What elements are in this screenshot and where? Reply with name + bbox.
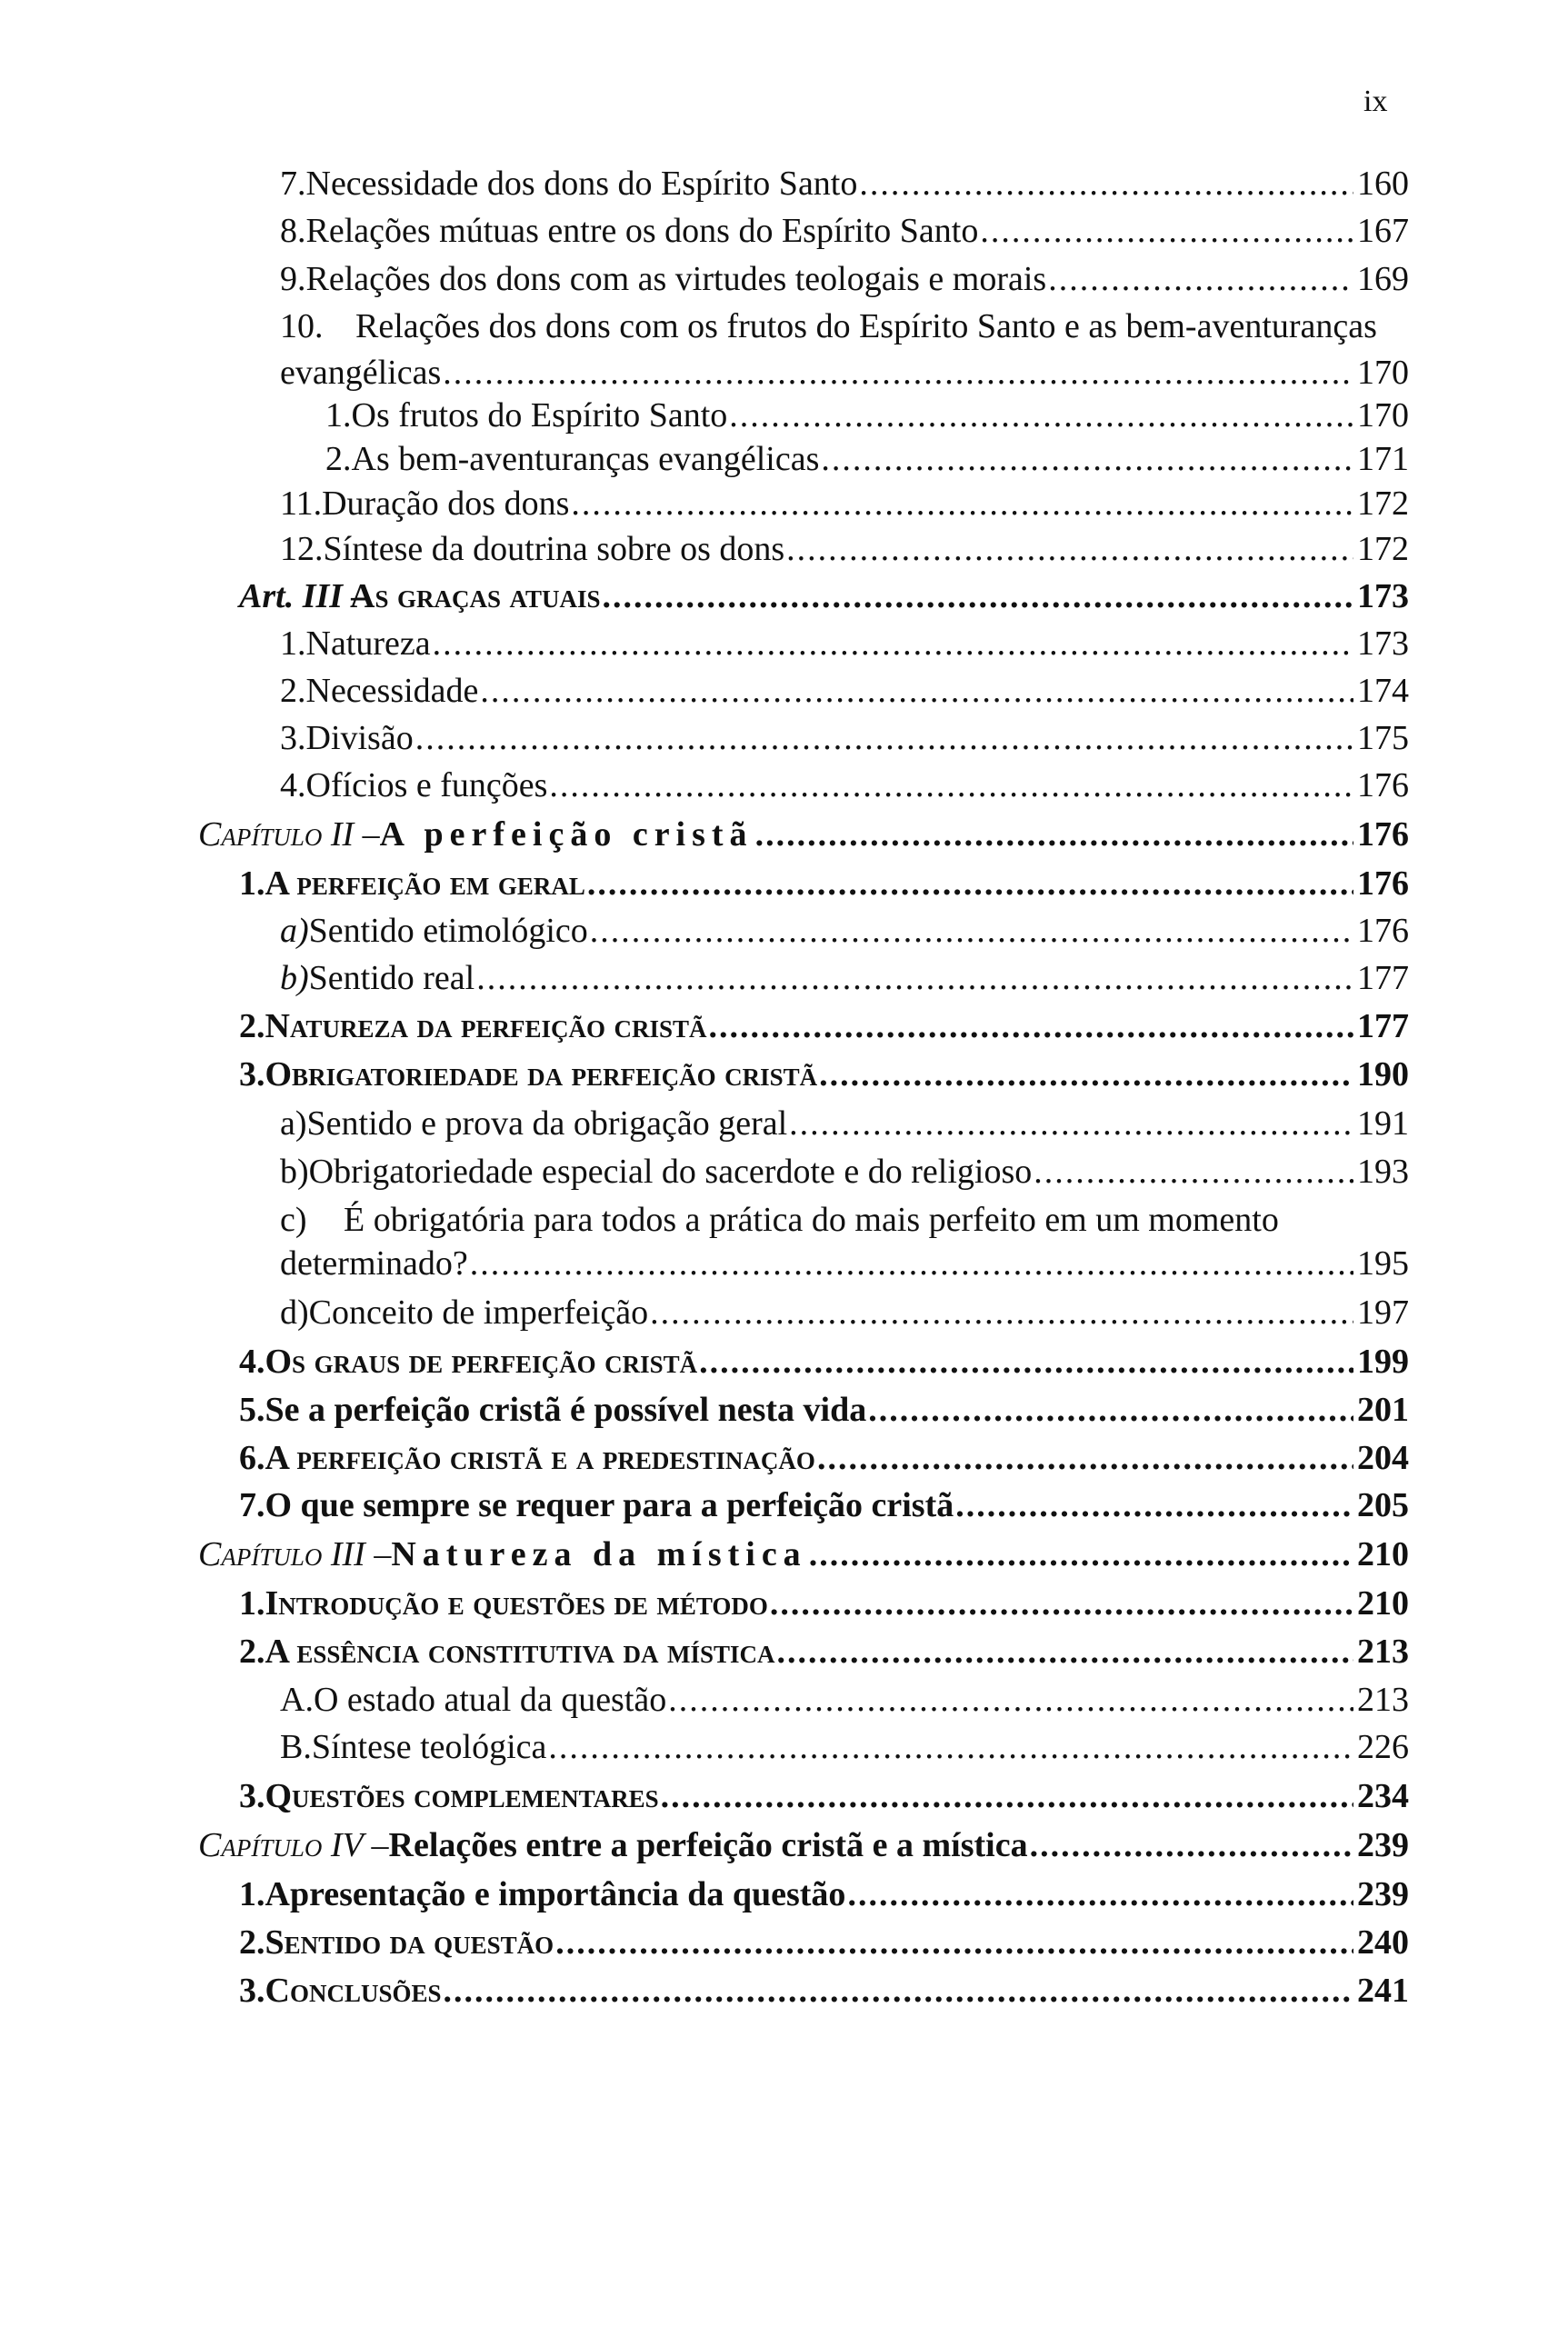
toc-entry-number: 8.	[280, 212, 306, 250]
toc-entry-label: Ofícios e funções	[305, 766, 548, 804]
toc-entry-page: 174	[1357, 672, 1409, 710]
toc-entry[interactable]	[325, 394, 1409, 437]
toc-entry-page: 234	[1357, 1777, 1409, 1815]
toc-entry-number: 2.	[239, 1633, 265, 1671]
toc-entry[interactable]	[280, 209, 1409, 253]
toc-entry-label: Sentido da questão	[265, 1923, 554, 1962]
toc-entry-page: 213	[1357, 1681, 1409, 1719]
toc-entry-label: As graças atuais	[350, 577, 601, 615]
toc-entry[interactable]	[280, 764, 1409, 807]
toc-entry-number: Capítulo III –	[198, 1535, 392, 1573]
toc-entry-label: determinado?	[280, 1244, 468, 1283]
dot-leader	[709, 1004, 1354, 1048]
dot-leader	[786, 527, 1353, 571]
toc-entry-label: Apresentação e importância da questão	[265, 1875, 846, 1913]
toc-entry[interactable]	[280, 909, 1409, 953]
dot-leader	[549, 764, 1353, 807]
toc-entry[interactable]	[280, 622, 1409, 665]
toc-entry-number: d)	[280, 1293, 309, 1332]
toc-entry-number: 6.	[239, 1439, 265, 1477]
toc-entry-label: Relações mútuas entre os dons do Espírito Santo	[305, 212, 979, 250]
toc-entry[interactable]	[239, 1582, 1409, 1625]
toc-entry-label: Duração dos dons	[322, 484, 570, 523]
dot-leader	[650, 1291, 1353, 1334]
toc-entry-page: 176	[1357, 864, 1409, 903]
toc-entry-page: 195	[1357, 1244, 1409, 1283]
toc-entry-number: b)	[280, 959, 309, 997]
dot-leader	[590, 909, 1353, 953]
toc-entry-label: Os frutos do Espírito Santo	[351, 396, 728, 434]
toc-entry-label: Relações dos dons com os frutos do Espírito Santo e as bem-aventuranças	[355, 307, 1377, 345]
toc-entry-number: 3.	[239, 1972, 265, 2010]
toc-entry-page: 191	[1357, 1104, 1409, 1143]
toc-entry[interactable]	[280, 716, 1409, 760]
dot-leader	[980, 209, 1353, 253]
dot-leader	[470, 1242, 1353, 1285]
toc-entry-label: A perfeição cristã	[379, 815, 754, 854]
toc-entry-number: 7.	[280, 165, 306, 203]
toc-entry-number: a)	[280, 912, 309, 950]
toc-entry-number: 11.	[280, 484, 323, 523]
dot-leader	[1030, 1823, 1353, 1867]
dot-leader	[480, 669, 1353, 713]
dot-leader	[668, 1678, 1353, 1722]
toc-entry-page: 171	[1357, 440, 1409, 478]
toc-entry-label: Obrigatoriedade da perfeição cristã	[265, 1055, 818, 1094]
dot-leader	[777, 1630, 1354, 1673]
dot-leader	[433, 622, 1353, 665]
dot-leader	[809, 1533, 1353, 1576]
dot-leader	[476, 956, 1353, 1000]
toc-entry[interactable]	[280, 482, 1409, 525]
toc-entry-label: A perfeição cristã e a predestinação	[265, 1439, 815, 1477]
toc-entry[interactable]	[239, 862, 1409, 905]
toc-entry-page: 210	[1357, 1584, 1409, 1623]
toc-entry-page: 241	[1357, 1972, 1409, 2010]
toc-entry[interactable]	[239, 1774, 1409, 1818]
toc-entry-first-line	[280, 1198, 1279, 1242]
toc-entry-label: Sentido real	[308, 959, 475, 997]
toc-entry-label: Conceito de imperfeição	[308, 1293, 649, 1332]
toc-entry-page: 201	[1357, 1391, 1409, 1429]
toc-entry-page: 176	[1357, 912, 1409, 950]
toc-entry-number: 1.	[325, 396, 352, 434]
toc-entry[interactable]	[280, 351, 1409, 394]
toc-entry[interactable]	[325, 437, 1409, 481]
toc-entry-page: 175	[1357, 719, 1409, 757]
toc-entry[interactable]	[239, 1436, 1409, 1480]
toc-entry-number: Art. III –	[239, 577, 369, 615]
toc-entry-number: 1.	[280, 624, 306, 663]
toc-entry-page: 169	[1357, 260, 1409, 298]
toc-entry-number: 1.	[239, 1875, 265, 1913]
toc-entry-page: 173	[1357, 577, 1409, 615]
toc-entry-page: 170	[1357, 354, 1409, 392]
toc-entry-label: A essência constitutiva da mística	[265, 1633, 775, 1671]
dot-leader	[859, 162, 1353, 205]
toc-entry[interactable]	[198, 1823, 1409, 1867]
toc-entry-number: 2.	[325, 440, 352, 478]
toc-entry-number: B.	[280, 1728, 312, 1766]
dot-leader	[819, 1053, 1353, 1096]
dot-leader	[603, 574, 1354, 618]
toc-entry-label: É obrigatória para todos a prática do mais perfeito em um momento	[344, 1201, 1279, 1239]
toc-entry-page: 170	[1357, 396, 1409, 434]
toc-entry[interactable]	[280, 1102, 1409, 1145]
toc-entry-label: Natureza da perfeição cristã	[265, 1007, 707, 1045]
toc-entry-number: 3.	[239, 1055, 265, 1094]
toc-entry[interactable]	[280, 257, 1409, 301]
toc-entry-number: Capítulo II –	[198, 815, 380, 854]
toc-entry[interactable]	[239, 1340, 1409, 1383]
toc-entry[interactable]	[280, 669, 1409, 713]
dot-leader	[821, 437, 1353, 481]
toc-entry-label: Síntese da doutrina sobre os dons	[323, 530, 785, 568]
toc-entry-page: 173	[1357, 624, 1409, 663]
toc-entry[interactable]	[280, 956, 1409, 1000]
toc-entry-page: 213	[1357, 1633, 1409, 1671]
toc-entry-number: 2.	[280, 672, 306, 710]
toc-entry-number: c)	[280, 1201, 307, 1239]
toc-entry-label: Necessidade dos dons do Espírito Santo	[305, 165, 858, 203]
toc-entry-number: 3.	[239, 1777, 265, 1815]
toc-entry-number: 4.	[280, 766, 306, 804]
toc-entry-page: 160	[1357, 165, 1409, 203]
page-number: ix	[1363, 85, 1388, 118]
dot-leader	[661, 1774, 1353, 1818]
toc-entry-page: 172	[1357, 484, 1409, 523]
dot-leader	[729, 394, 1353, 437]
dot-leader	[555, 1921, 1353, 1964]
dot-leader	[868, 1388, 1353, 1432]
toc-entry-number: Capítulo IV –	[198, 1826, 389, 1864]
toc-entry-page: 177	[1357, 959, 1409, 997]
toc-entry-first-line	[280, 305, 1377, 348]
dot-leader	[415, 716, 1353, 760]
toc-entry[interactable]	[280, 1291, 1409, 1334]
toc-entry-page: 167	[1357, 212, 1409, 250]
toc-entry-page: 176	[1357, 766, 1409, 804]
toc-entry-number: 10.	[280, 307, 324, 345]
toc-entry[interactable]	[239, 1053, 1409, 1096]
toc-entry-number: 3.	[280, 719, 306, 757]
toc-entry-label: Relações entre a perfeição cristã e a mística	[388, 1826, 1028, 1864]
toc-entry-page: 197	[1357, 1293, 1409, 1332]
toc-entry-number: a)	[280, 1104, 307, 1143]
toc-entry[interactable]	[239, 574, 1409, 618]
dot-leader	[847, 1873, 1353, 1916]
toc-entry-number: 7.	[239, 1486, 265, 1524]
toc-entry-label: As bem-aventuranças evangélicas	[351, 440, 820, 478]
toc-entry-number: 1.	[239, 1584, 265, 1623]
toc-entry-label: Síntese teológica	[311, 1728, 547, 1766]
toc-entry-label: A perfeição em geral	[265, 864, 585, 903]
toc-entry-label: Divisão	[305, 719, 414, 757]
dot-leader	[548, 1725, 1353, 1769]
toc-entry-label: O estado atual da questão	[313, 1681, 667, 1719]
dot-leader	[770, 1582, 1353, 1625]
toc-entry[interactable]	[239, 1630, 1409, 1673]
toc-entry-page: 204	[1357, 1439, 1409, 1477]
toc-entry[interactable]	[239, 1921, 1409, 1964]
toc-entry-label: Obrigatoriedade especial do sacerdote e do religioso	[308, 1153, 1033, 1191]
toc-entry-page: 239	[1357, 1826, 1409, 1864]
toc-entry-number: 4.	[239, 1343, 265, 1381]
toc-entry-number: 5.	[239, 1391, 265, 1429]
dot-leader	[571, 482, 1353, 525]
toc-entry-number: 2.	[239, 1923, 265, 1962]
dot-leader	[444, 1969, 1354, 2012]
toc-entry-page: 177	[1357, 1007, 1409, 1045]
dot-leader	[817, 1436, 1353, 1480]
toc-entry[interactable]	[239, 1969, 1409, 2012]
toc-entry[interactable]	[280, 1725, 1409, 1769]
dot-leader	[755, 813, 1353, 856]
toc-entry-label: evangélicas	[280, 354, 442, 392]
toc-entry[interactable]	[239, 1004, 1409, 1048]
dot-leader	[1034, 1150, 1353, 1193]
toc-entry[interactable]	[280, 1678, 1409, 1722]
dot-leader	[955, 1483, 1353, 1527]
toc-entry-label: Natureza	[305, 624, 431, 663]
toc-entry-page: 176	[1357, 815, 1409, 854]
toc-entry-label: O que sempre se requer para a perfeição cristã	[265, 1486, 954, 1524]
toc-entry[interactable]	[198, 813, 1409, 856]
toc-entry-label: Introdução e questões de método	[265, 1584, 768, 1623]
toc-entry-page: 193	[1357, 1153, 1409, 1191]
dot-leader	[789, 1102, 1353, 1145]
dot-leader	[1048, 257, 1353, 301]
toc-entry-number: 12.	[280, 530, 324, 568]
toc-entry[interactable]	[239, 1483, 1409, 1527]
toc-entry[interactable]	[198, 1533, 1409, 1576]
toc-entry[interactable]	[280, 1242, 1409, 1285]
dot-leader	[587, 862, 1353, 905]
toc-entry-page: 205	[1357, 1486, 1409, 1524]
toc-entry[interactable]	[280, 1150, 1409, 1193]
toc-entry-label: Questões complementares	[265, 1777, 659, 1815]
toc-entry-number: 2.	[239, 1007, 265, 1045]
toc-entry-page: 239	[1357, 1875, 1409, 1913]
toc-entry-label: Relações dos dons com as virtudes teologais e morais	[305, 260, 1047, 298]
toc-entry[interactable]	[280, 527, 1409, 571]
toc-entry-page: 172	[1357, 530, 1409, 568]
dot-leader	[699, 1340, 1353, 1383]
toc-entry-page: 199	[1357, 1343, 1409, 1381]
toc-entry-label: Sentido e prova da obrigação geral	[306, 1104, 788, 1143]
toc-entry-label: Sentido etimológico	[308, 912, 588, 950]
toc-entry-page: 210	[1357, 1535, 1409, 1573]
toc-entry-number: A.	[280, 1681, 314, 1719]
toc-entry-label: Natureza da mística	[391, 1535, 807, 1573]
toc-entry-page: 226	[1357, 1728, 1409, 1766]
toc-entry-number: 9.	[280, 260, 306, 298]
toc-entry-label: Conclusões	[265, 1972, 442, 2010]
toc-entry-page: 190	[1357, 1055, 1409, 1094]
toc-entry-label: Se a perfeição cristã é possível nesta vida	[265, 1391, 867, 1429]
toc-entry-page: 240	[1357, 1923, 1409, 1962]
toc-entry-number: 1.	[239, 864, 265, 903]
dot-leader	[443, 351, 1353, 394]
toc-entry[interactable]	[239, 1388, 1409, 1432]
toc-entry-label: Os graus de perfeição cristã	[265, 1343, 698, 1381]
toc-entry[interactable]	[239, 1873, 1409, 1916]
toc-entry[interactable]	[280, 162, 1409, 205]
toc-entry-number: b)	[280, 1153, 309, 1191]
toc-entry-label: Necessidade	[305, 672, 479, 710]
